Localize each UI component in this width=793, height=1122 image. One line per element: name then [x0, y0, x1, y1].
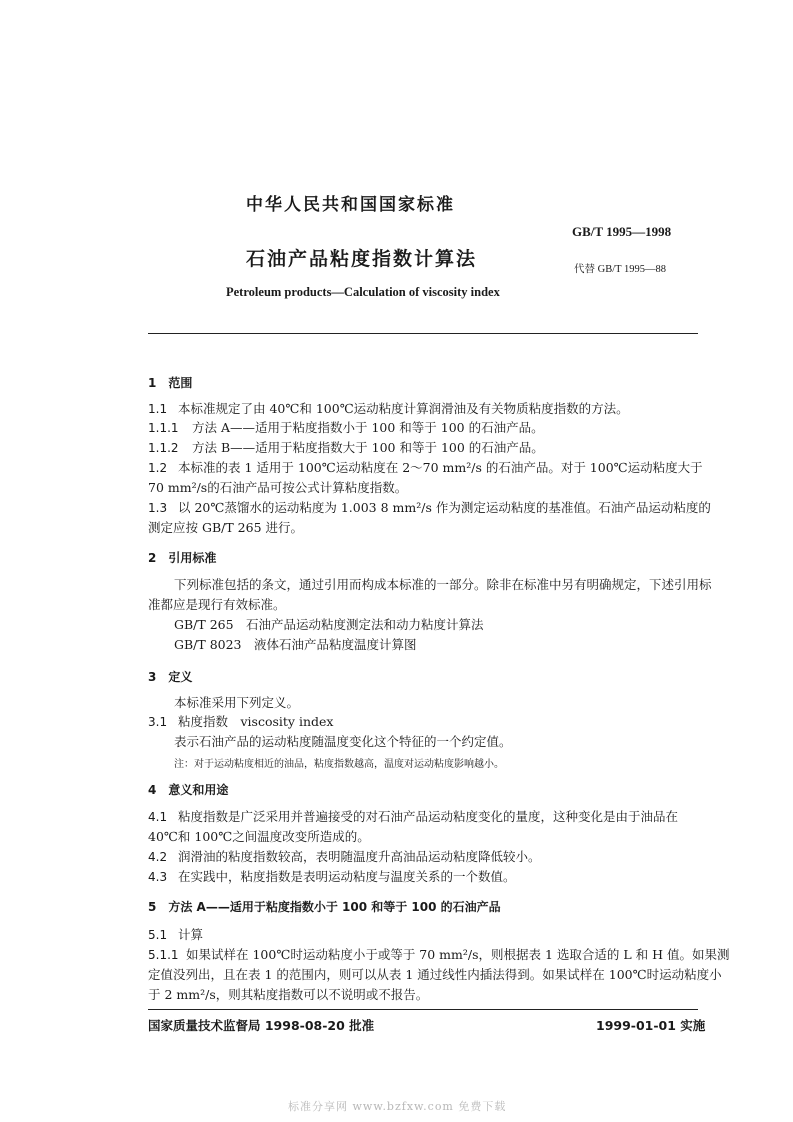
clause-5-1-1 [148, 947, 730, 963]
section-2-heading: 2 引用标准 [148, 551, 217, 565]
reference-gb-t-8023: GB/T 8023 液体石油产品粘度温度计算图 [174, 637, 417, 652]
clause-1-3 [148, 500, 711, 516]
clause-text: 方法 A——适用于粘度指数小于 100 和等于 100 的石油产品。 [192, 420, 544, 435]
clause-1-1-2 [148, 440, 544, 456]
section-4-heading: 4 意义和用途 [148, 783, 229, 797]
replaces-note: 代替 GB/T 1995—88 [574, 264, 666, 275]
clause-3-1 [148, 714, 333, 730]
clause-number: 1.1.2 [148, 441, 179, 455]
clause-text: 本标准规定了由 40℃和 100℃运动粘度计算润滑油及有关物质粘度指数的方法。 [178, 401, 629, 416]
effective-date: 1999-01-01 实施 [596, 1018, 706, 1033]
clause-number: 5.1.1 [148, 948, 179, 962]
section-3-intro: 本标准采用下列定义。 [174, 695, 300, 710]
clause-1-2-continued: 70 mm²/s的石油产品可按公式计算粘度指数。 [148, 480, 408, 495]
clause-text: 润滑油的粘度指数较高，表明随温度升高油品运动粘度降低较小。 [178, 849, 541, 864]
header-rule [148, 333, 698, 334]
clause-1-2 [148, 460, 703, 476]
clause-5-1-1-continued-2: 于 2 mm²/s，则其粘度指数可以不说明或不报告。 [148, 987, 429, 1002]
clause-text: 以 20℃蒸馏水的运动粘度为 1.003 8 mm²/s 作为测定运动粘度的基准值。石油产品运动粘度的 [178, 500, 711, 515]
clause-1-1 [148, 401, 629, 417]
section-2-paragraph: 下列标准包括的条文，通过引用而构成本标准的一部分。除非在标准中另有明确规定，下述引用标 [174, 577, 712, 592]
page-title: 石油产品粘度指数计算法 [246, 248, 478, 270]
clause-number: 5.1 [148, 928, 168, 942]
clause-number: 1.3 [148, 501, 168, 515]
clause-text: 方法 B——适用于粘度指数大于 100 和等于 100 的石油产品。 [192, 440, 544, 455]
clause-number: 1.1 [148, 402, 168, 416]
clause-4-3 [148, 869, 516, 885]
clause-4-1-continued: 40℃和 100℃之间温度改变所造成的。 [148, 829, 370, 844]
clause-5-1-1-continued: 定值没列出，且在表 1 的范围内，则可以从表 1 通过线性内插法得到。如果试样在 100℃时运动粘度小 [148, 967, 722, 982]
definition-note: 注：对于运动粘度相近的油品，粘度指数越高，温度对运动粘度影响越小。 [174, 759, 504, 770]
definition-text: 表示石油产品的运动粘度随温度变化这个特征的一个约定值。 [174, 734, 512, 749]
section-2-paragraph-continued: 准都应是现行有效标准。 [148, 597, 286, 612]
clause-1-1-1 [148, 420, 544, 436]
clause-number: 4.3 [148, 870, 168, 884]
org-title: 中华人民共和国国家标准 [246, 195, 455, 215]
clause-number: 4.2 [148, 850, 168, 864]
clause-4-1 [148, 809, 678, 825]
clause-5-1 [148, 927, 203, 943]
footer-rule [148, 1009, 698, 1010]
section-3-heading: 3 定义 [148, 670, 193, 684]
clause-number: 1.2 [148, 461, 168, 475]
watermark: 标准分享网 www.bzfxw.com 免费下载 [288, 1100, 507, 1113]
clause-text: 计算 [178, 927, 204, 942]
clause-1-3-continued: 测定应按 GB/T 265 进行。 [148, 520, 303, 535]
standard-number: GB/T 1995—1998 [572, 224, 672, 239]
clause-4-2 [148, 849, 541, 865]
section-1-heading: 1 范围 [148, 376, 193, 390]
reference-gb-t-265: GB/T 265 石油产品运动粘度测定法和动力粘度计算法 [174, 617, 484, 632]
approval-date: 国家质量技术监督局 1998-08-20 批准 [148, 1018, 375, 1033]
section-5-heading: 5 方法 A——适用于粘度指数小于 100 和等于 100 的石油产品 [148, 900, 501, 914]
clause-text: 如果试样在 100℃时运动粘度小于或等于 70 mm²/s，则根据表 1 选取合适的 L 和 H 值。如果测 [186, 947, 730, 962]
clause-text: 粘度指数是广泛采用并普遍接受的对石油产品运动粘度变化的量度，这种变化是由于油品在 [178, 809, 679, 824]
clause-number: 4.1 [148, 810, 168, 824]
english-title: Petroleum products—Calculation of viscosity index [226, 285, 500, 299]
clause-text: 本标准的表 1 适用于 100℃运动粘度在 2～70 mm²/s 的石油产品。对于 100℃运动粘度大于 [178, 460, 703, 475]
clause-number: 3.1 [148, 715, 168, 729]
clause-number: 1.1.1 [148, 421, 179, 435]
clause-text: 粘度指数 viscosity index [178, 714, 334, 729]
clause-text: 在实践中，粘度指数是表明运动粘度与温度关系的一个数值。 [178, 869, 516, 884]
